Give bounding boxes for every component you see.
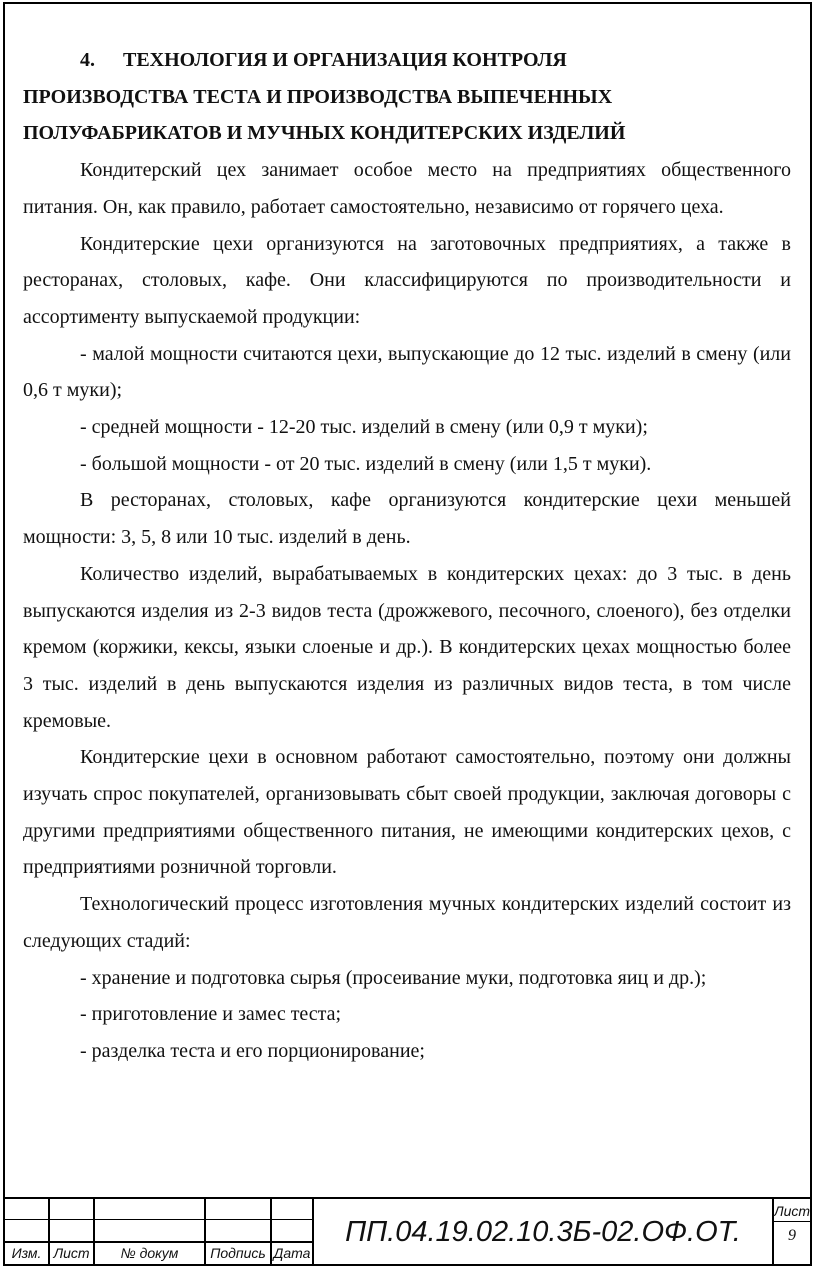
label-no-dokum: № докум bbox=[120, 1245, 179, 1261]
paragraph: Кондитерские цехи в основном работают самостоятельно, поэтому они должны изучать спрос покупателей, организовывать сбыт своей продукции, заключая договоры с другими предприятиями общественного питания, не имеющими кондитерских цехов, с предприятиями розничной торговли. bbox=[23, 746, 791, 879]
document-sheet bbox=[3, 2, 812, 1266]
list-item: - средней мощности - 12-20 тыс. изделий в смену (или 0,9 т муки); bbox=[80, 416, 648, 439]
sheet-number: 9 bbox=[788, 1227, 796, 1244]
paragraph: Кондитерский цех занимает особое место на предприятиях общественного питания. Он, как правило, работает самостоятельно, независимо от горячего цеха. bbox=[23, 159, 791, 218]
label-izm: Изм. bbox=[11, 1245, 42, 1261]
section-heading-line-2: ПРОИЗВОДСТВА ТЕСТА И ПРОИЗВОДСТВА ВЫПЕЧЕННЫХ bbox=[23, 85, 613, 108]
list-item: - большой мощности - от 20 тыс. изделий в смену (или 1,5 т муки). bbox=[80, 452, 652, 475]
label-data: Дата bbox=[273, 1245, 311, 1261]
paragraph: Количество изделий, вырабатываемых в кондитерских цехах: до 3 тыс. в день выпускаются изделия из 2-3 видов теста (дрожжевого, песочного, слоеного), без отделки кремом (коржики, кексы, языки слоеные и др.). В кондитерских цехах мощностью более 3 тыс. изделий в день выпускаются изделия из различных видов теста, в том числе кремовые. bbox=[23, 562, 791, 732]
list-item: - разделка теста и его порционирование; bbox=[80, 1039, 425, 1062]
paragraph: Кондитерские цехи организуются на заготовочных предприятиях, а также в ресторанах, столовых, кафе. Они классифицируются по производительности и ассортименту выпускаемой продукции: bbox=[23, 232, 791, 328]
list-item: - малой мощности считаются цехи, выпускающие до 12 тыс. изделий в смену (или 0,6 т муки); bbox=[23, 342, 791, 402]
section-number: 4. bbox=[80, 49, 95, 71]
stamp-row-divider bbox=[5, 1219, 312, 1220]
label-podpis: Подпись bbox=[210, 1245, 266, 1261]
section-heading bbox=[23, 42, 791, 152]
section-heading-line-1: ТЕХНОЛОГИЯ И ОРГАНИЗАЦИЯ КОНТРОЛЯ bbox=[123, 49, 567, 71]
list-item: - хранение и подготовка сырья (просеивание муки, подготовка яиц и др.); bbox=[80, 966, 707, 989]
section-heading-line-3: ПОЛУФАБРИКАТОВ И МУЧНЫХ КОНДИТЕРСКИХ ИЗДЕЛИЙ bbox=[23, 122, 626, 145]
label-list: Лист bbox=[53, 1245, 90, 1261]
sheet-label: Лист bbox=[774, 1203, 811, 1219]
sheet-divider bbox=[772, 1221, 810, 1222]
document-body bbox=[23, 42, 791, 1070]
title-block bbox=[5, 1197, 810, 1266]
paragraph: В ресторанах, столовых, кафе организуются кондитерские цехи меньшей мощности: 3, 5, 8 или 10 тыс. изделий в день. bbox=[23, 489, 791, 549]
paragraph: Технологический процесс изготовления мучных кондитерских изделий состоит из следующих стадий: bbox=[23, 893, 791, 952]
document-number: ПП.04.19.02.10.3Б-02.ОФ.ОТ. bbox=[345, 1216, 741, 1248]
list-item: - приготовление и замес теста; bbox=[80, 1003, 342, 1026]
